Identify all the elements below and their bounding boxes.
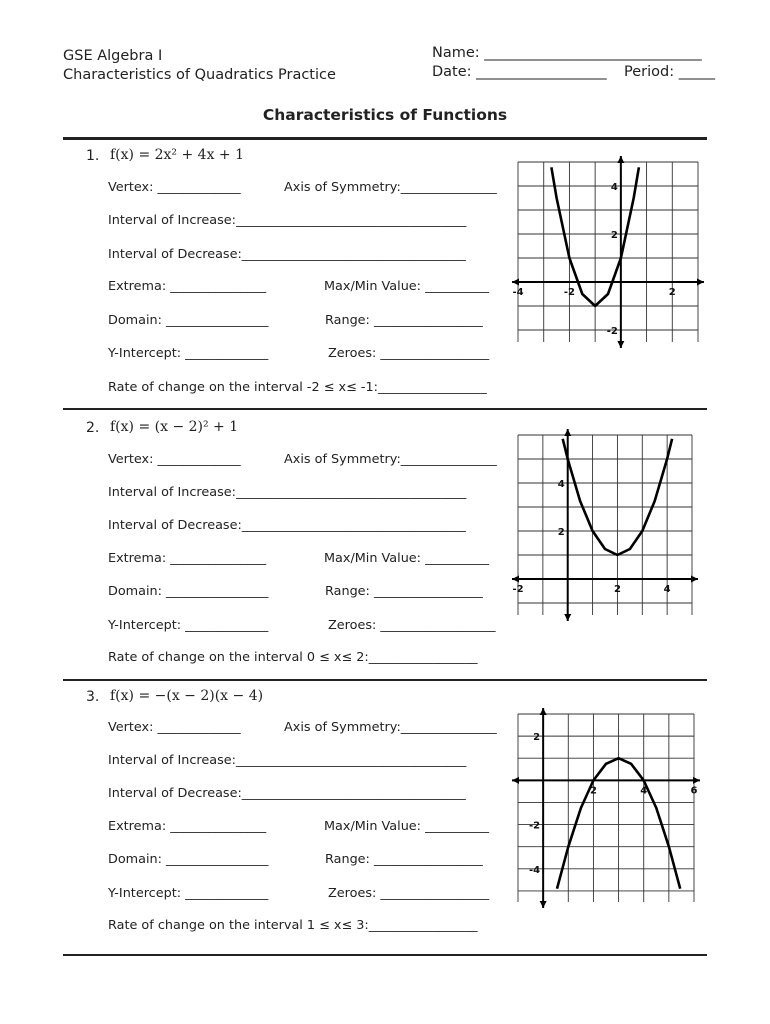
range-field[interactable]: Range: _________________ [325, 584, 483, 599]
vertex-field[interactable]: Vertex: _____________ [108, 180, 241, 195]
vertex-field[interactable]: Vertex: _____________ [108, 452, 241, 467]
y-axis-arrow-up [564, 429, 571, 436]
problem-equation: f(x) = (x − 2)² + 1 [110, 419, 239, 435]
x-axis-arrow-left [512, 576, 519, 583]
extrema-field[interactable]: Extrema: _______________ [108, 819, 267, 834]
graph-problem-2 [510, 425, 706, 625]
interval-increase-field[interactable]: Interval of Increase:____________________________________ [108, 753, 467, 768]
domain-field[interactable]: Domain: ________________ [108, 313, 269, 328]
rate-of-change-field[interactable]: Rate of change on the interval 0 ≤ x≤ 2:_________________ [108, 650, 478, 665]
extrema-field[interactable]: Extrema: _______________ [108, 551, 267, 566]
x-tick-label: -2 [563, 287, 575, 298]
extrema-field[interactable]: Extrema: _______________ [108, 279, 267, 294]
max-min-field[interactable]: Max/Min Value: __________ [324, 819, 490, 834]
y-intercept-field[interactable]: Y-Intercept: _____________ [108, 618, 269, 633]
graph-problem-1 [510, 150, 706, 352]
divider-1 [63, 408, 707, 410]
x-axis-arrow-left [512, 279, 519, 286]
y-tick-label: 2 [533, 732, 541, 744]
axis-of-symmetry-field[interactable]: Axis of Symmetry:_______________ [284, 452, 497, 467]
y-axis-arrow-down [564, 614, 571, 621]
x-axis-arrow-left [512, 777, 519, 784]
y-tick-label: -4 [529, 864, 541, 876]
graph-problem-3 [508, 704, 708, 910]
max-min-field[interactable]: Max/Min Value: __________ [324, 551, 490, 566]
interval-decrease-field[interactable]: Interval of Decrease:___________________________________ [108, 786, 466, 801]
x-axis-arrow-right [691, 576, 698, 583]
problem-equation: f(x) = −(x − 2)(x − 4) [110, 688, 264, 704]
x-tick-label: 2 [589, 785, 597, 797]
interval-increase-field[interactable]: Interval of Increase:____________________________________ [108, 213, 467, 228]
x-tick-label: 2 [668, 287, 676, 298]
date-field[interactable]: Date: __________________ [432, 64, 607, 80]
problem-number: 2. [86, 420, 100, 436]
domain-field[interactable]: Domain: ________________ [108, 852, 269, 867]
divider-3 [63, 954, 707, 956]
divider-2 [63, 679, 707, 681]
x-tick-label: 4 [640, 785, 648, 797]
range-field[interactable]: Range: _________________ [325, 852, 483, 867]
x-tick-label: 4 [663, 584, 671, 595]
y-tick-label: 2 [557, 527, 565, 538]
y-tick-label: -2 [529, 820, 541, 832]
axis-of-symmetry-field[interactable]: Axis of Symmetry:_______________ [284, 720, 497, 735]
x-tick-label: -4 [512, 287, 524, 298]
rate-of-change-field[interactable]: Rate of change on the interval -2 ≤ x≤ -1:_________________ [108, 380, 487, 395]
x-tick-label: 6 [690, 785, 698, 797]
vertex-field[interactable]: Vertex: _____________ [108, 720, 241, 735]
x-tick-label: -2 [512, 584, 524, 595]
x-axis-arrow-right [693, 777, 700, 784]
y-axis-arrow-up [617, 156, 624, 163]
name-field[interactable]: Name: ______________________________ [432, 45, 702, 61]
y-tick-label: -2 [606, 326, 618, 337]
axis-of-symmetry-field[interactable]: Axis of Symmetry:_______________ [284, 180, 497, 195]
period-field[interactable]: Period: _____ [624, 64, 715, 80]
course-name: GSE Algebra I [63, 48, 163, 64]
y-axis-arrow-up [540, 708, 547, 715]
zeroes-field[interactable]: Zeroes: _________________ [328, 886, 490, 901]
problem-number: 1. [86, 148, 100, 164]
interval-decrease-field[interactable]: Interval of Decrease:___________________________________ [108, 518, 466, 533]
range-field[interactable]: Range: _________________ [325, 313, 483, 328]
problem-number: 3. [86, 689, 100, 705]
x-tick-label: 2 [613, 584, 621, 595]
problem-equation: f(x) = 2x² + 4x + 1 [110, 147, 245, 163]
title-divider [63, 137, 707, 140]
y-intercept-field[interactable]: Y-Intercept: _____________ [108, 346, 269, 361]
interval-increase-field[interactable]: Interval of Increase:____________________________________ [108, 485, 467, 500]
interval-decrease-field[interactable]: Interval of Decrease:___________________________________ [108, 247, 466, 262]
x-axis-arrow-right [697, 279, 704, 286]
y-axis-arrow-down [540, 901, 547, 908]
zeroes-field[interactable]: Zeroes: _________________ [328, 346, 490, 361]
y-axis-arrow-down [617, 341, 624, 348]
zeroes-field[interactable]: Zeroes: __________________ [328, 618, 496, 633]
max-min-field[interactable]: Max/Min Value: __________ [324, 279, 490, 294]
page-title: Characteristics of Functions [262, 106, 508, 124]
worksheet-topic: Characteristics of Quadratics Practice [63, 67, 336, 83]
y-tick-label: 4 [610, 182, 618, 193]
domain-field[interactable]: Domain: ________________ [108, 584, 269, 599]
rate-of-change-field[interactable]: Rate of change on the interval 1 ≤ x≤ 3:_________________ [108, 918, 478, 933]
y-intercept-field[interactable]: Y-Intercept: _____________ [108, 886, 269, 901]
y-tick-label: 2 [610, 230, 618, 241]
y-tick-label: 4 [557, 479, 565, 490]
